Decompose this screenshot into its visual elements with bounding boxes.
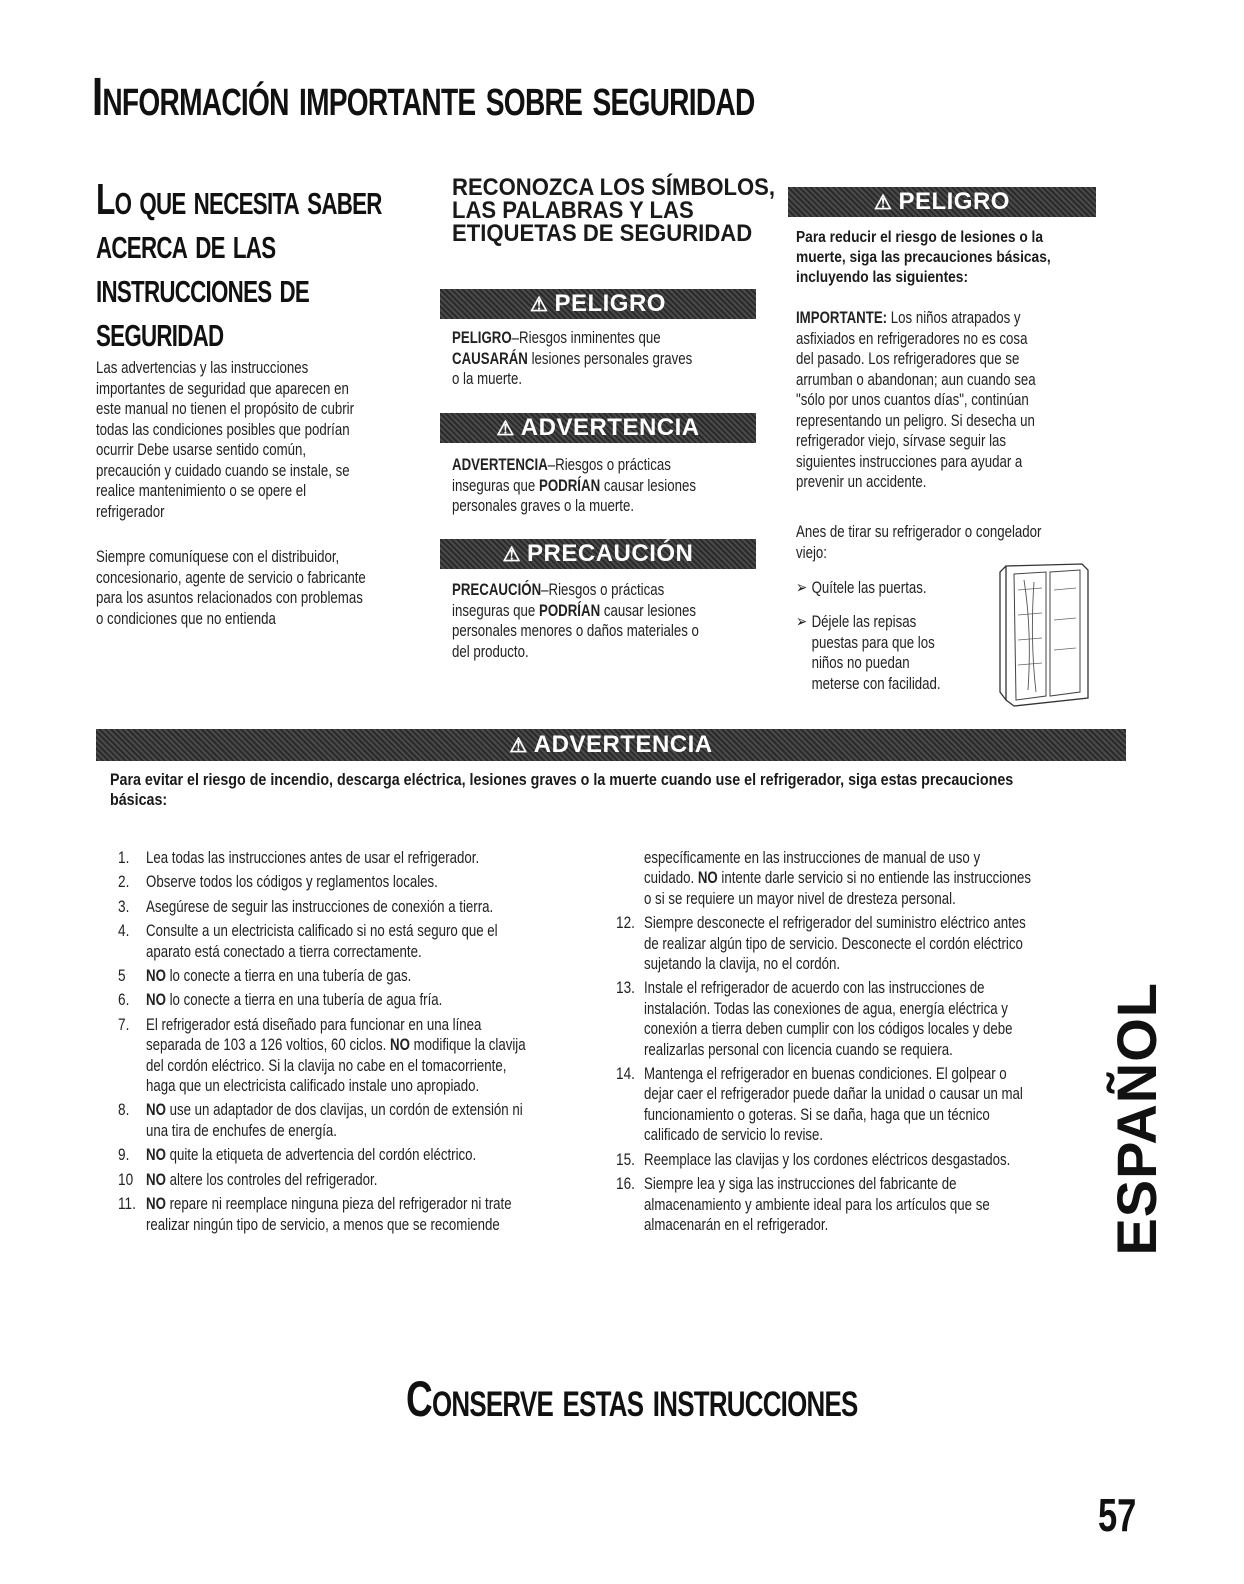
text-fragment: modifique la clavija — [409, 1035, 526, 1055]
warning-triangle-icon: ⚠ — [509, 734, 528, 757]
arrow-bullet-icon: ➢ — [796, 612, 808, 631]
disposal-intro — [796, 522, 1111, 563]
list-item — [118, 921, 588, 962]
text-fragment: repare ni reemplace ninguna pieza del refrigerador ni trate — [165, 1194, 512, 1214]
text-line — [796, 674, 941, 695]
banner-label: PRECAUCIÓN — [527, 540, 694, 567]
text-line — [644, 1040, 989, 1060]
list-text — [644, 1174, 1086, 1235]
refrigerator-illustration — [984, 560, 1094, 710]
list-text — [146, 848, 588, 868]
text-line: refrigerador — [96, 501, 165, 521]
text-line: representando un peligro. Si desecha un — [796, 410, 1035, 430]
text-fragment: personales menores o daños materiales o — [452, 621, 699, 640]
important-note — [796, 308, 1103, 493]
list-number: 1. — [118, 848, 130, 867]
text-line — [146, 921, 498, 941]
text-line — [146, 1055, 507, 1076]
text-line: incluyendo las siguientes: — [796, 269, 969, 286]
text-line — [146, 1145, 491, 1165]
text-fragment: –Riesgos o prácticas — [547, 455, 671, 474]
heading-line: LAS PALABRAS Y LAS — [452, 197, 694, 224]
text-fragment: –Riesgos o prácticas — [541, 580, 665, 599]
text-fragment: conexión a tierra deben cumplir con los códigos locales y debe — [644, 1019, 1013, 1039]
list-number: 16. — [616, 1174, 635, 1194]
list-text — [146, 1194, 588, 1235]
text-line: muerte, siga las precauciones básicas, — [796, 249, 1051, 266]
warning-triangle-icon: ⚠ — [530, 293, 549, 316]
list-item — [118, 897, 588, 917]
text-fragment: almacenarán en el refrigerador. — [644, 1214, 829, 1234]
text-line: Las advertencias y las instrucciones — [96, 358, 309, 377]
banner-label: PELIGRO — [898, 188, 1010, 215]
bold-fragment: NO — [697, 868, 718, 888]
list-number: 9. — [118, 1145, 130, 1165]
list-item — [616, 913, 1086, 974]
list-text — [644, 978, 1086, 1060]
text-line — [452, 476, 696, 497]
list-item — [616, 1174, 1086, 1235]
text-line: Anes de tirar su refrigerador o congelador — [796, 522, 1042, 541]
text-line: Para reducir el riesgo de lesiones o la — [796, 229, 1044, 246]
text-line — [644, 913, 1026, 933]
text-fragment: Siempre lea y siga las instrucciones del fabricante de — [644, 1174, 957, 1194]
text-line — [644, 954, 989, 974]
text-line — [452, 455, 696, 476]
arrow-bullet-icon: ➢ — [796, 578, 808, 597]
text-fragment: Lea todas las instrucciones antes de usar el refrigerador. — [146, 848, 480, 867]
text-line — [452, 621, 699, 642]
text-line — [146, 1035, 526, 1055]
text-line — [146, 872, 491, 892]
list-text — [146, 921, 588, 962]
list-item — [616, 978, 1086, 1060]
warning-definition — [452, 455, 765, 517]
bullet-leave-shelves — [796, 612, 981, 694]
list-item — [118, 966, 588, 986]
warning-triangle-icon: ⚠ — [874, 191, 893, 214]
text-fragment: o si se requiere un mayor nivel de dresteza personal. — [644, 888, 956, 908]
text-line — [452, 601, 699, 622]
text-line — [644, 1105, 989, 1125]
text-line — [644, 1019, 1013, 1039]
list-text — [644, 1064, 1086, 1146]
list-number: 7. — [118, 1014, 130, 1034]
text-fragment: Reemplace las clavijas y los cordones eléctricos desgastados. — [644, 1149, 1011, 1169]
danger-intro — [796, 228, 1092, 288]
text-fragment: lesiones personales graves — [527, 348, 693, 368]
list-text — [146, 872, 588, 892]
bullet-remove-doors — [796, 578, 963, 599]
text-line — [146, 1076, 491, 1096]
text-fragment: causar lesiones — [600, 475, 696, 495]
text-fragment: causar lesiones — [600, 600, 696, 620]
text-fragment: de realizar algún tipo de servicio. Desconecte el cordón eléctrico — [644, 933, 1023, 953]
text-line: concesionario, agente de servicio o fabricante — [96, 567, 366, 587]
warning-banner — [440, 413, 756, 443]
text-line — [644, 1215, 989, 1235]
symbols-heading — [452, 176, 803, 245]
text-fragment: calificado de servicio lo revise. — [644, 1125, 824, 1145]
text-line — [796, 653, 941, 674]
text-line: o condiciones que no entienda — [96, 608, 276, 628]
precautions-list-right — [616, 848, 1086, 1239]
list-number: 11. — [118, 1194, 136, 1214]
text-line: todas las condiciones posibles que podrían — [96, 419, 350, 439]
text-line: Para evitar el riesgo de incendio, descarga eléctrica, lesiones graves o la muerte cuando use el refrigerador, siga estas precauciones — [110, 770, 1014, 789]
bold-fragment: NO — [146, 966, 166, 986]
text-line: del pasado. Los refrigeradores que se — [796, 349, 1020, 368]
text-fragment: haga que un electricista calificado instale uno apropiado. — [146, 1076, 480, 1096]
list-number: 12. — [616, 913, 635, 933]
text-line — [644, 1149, 1011, 1170]
warning-intro — [110, 770, 1185, 810]
text-line: refrigerador viejo, sírvase seguir las — [796, 431, 1007, 450]
text-line — [452, 496, 696, 517]
list-text — [146, 966, 588, 986]
text-fragment: del cordón eléctrico. Si la clavija no cabe en el tomacorriente, — [146, 1055, 507, 1075]
text-line: para los asuntos relacionados con problemas — [96, 588, 363, 607]
list-number: 10 — [118, 1169, 134, 1189]
list-number: 8. — [118, 1100, 130, 1120]
text-line: Siempre comuníquese con el distribuidor, — [96, 547, 340, 566]
list-text — [146, 897, 588, 917]
list-number: 14. — [616, 1064, 635, 1084]
list-number: 2. — [118, 872, 130, 892]
footer-title: Conserve estas instrucciones — [406, 1371, 858, 1427]
list-text — [644, 848, 1086, 909]
list-number: 6. — [118, 990, 130, 1010]
text-fragment: realizarlas personal con licencia cuando se requiera. — [644, 1039, 953, 1059]
text-fragment: Los niños atrapados y — [887, 308, 1021, 327]
bold-fragment: NO — [146, 1145, 166, 1165]
text-fragment: inseguras que — [452, 600, 539, 620]
text-fragment: Siempre desconecte el refrigerador del suministro eléctrico antes — [644, 913, 1026, 933]
text-line — [644, 1174, 989, 1194]
bullet-text: puestas para que los — [811, 632, 935, 652]
text-fragment: Mantenga el refrigerador en buenas condiciones. El golpear o — [644, 1064, 1007, 1084]
text-line: realice mantenimiento o se opere el — [96, 481, 307, 500]
text-line — [146, 896, 494, 917]
list-text — [644, 1150, 1086, 1170]
danger-banner-children — [788, 187, 1096, 217]
text-line — [146, 966, 491, 986]
language-tab-label: ESPAÑOL — [1105, 982, 1168, 1256]
text-fragment: sujetando la clavija, no el cordón. — [644, 954, 841, 974]
text-line: precaución y cuidado cuando se instale, se — [96, 460, 350, 480]
text-fragment: inseguras que — [452, 475, 539, 495]
list-item — [118, 990, 588, 1010]
text-line — [146, 942, 491, 962]
text-line — [452, 369, 692, 390]
text-fragment: El refrigerador está diseñado para funcionar en una línea — [146, 1014, 482, 1034]
text-line — [644, 998, 1008, 1019]
text-fragment: funcionamiento o goteras. Si se daña, haga que un técnico — [644, 1104, 990, 1124]
intro-paragraph — [96, 358, 427, 522]
list-item — [616, 1064, 1086, 1146]
bold-fragment: NO — [146, 1169, 166, 1189]
text-fragment: –Riesgos inminentes que — [511, 328, 661, 347]
text-line: arrumban o abandonan; aun cuando sea — [796, 369, 1036, 389]
bullet-text: Déjele las repisas — [811, 612, 917, 631]
warning-triangle-icon: ⚠ — [496, 417, 515, 440]
text-line: este manual no tienen el propósito de cubrir — [96, 399, 354, 418]
page-title: Información importante sobre seguridad — [92, 67, 755, 127]
text-line — [452, 349, 692, 370]
text-line — [146, 1015, 491, 1035]
text-fragment: del producto. — [452, 641, 529, 661]
bold-fragment: NO — [390, 1035, 410, 1055]
list-item — [118, 1194, 588, 1235]
precautions-list-left — [118, 848, 588, 1239]
text-fragment: personales graves o la muerte. — [452, 496, 635, 515]
list-item — [118, 1100, 588, 1141]
text-line — [644, 1064, 1007, 1084]
warning-banner-main — [96, 729, 1126, 761]
banner-label: ADVERTENCIA — [533, 731, 713, 758]
text-line — [796, 308, 1036, 329]
text-line — [644, 978, 989, 998]
text-line: básicas: — [110, 790, 168, 809]
text-line — [644, 848, 989, 868]
bold-fragment: ADVERTENCIA — [452, 455, 548, 474]
list-item — [118, 1170, 588, 1190]
list-item — [118, 1015, 588, 1097]
text-fragment: una tira de enchufes de energía. — [146, 1120, 337, 1140]
text-line — [452, 328, 692, 349]
text-line — [644, 1125, 989, 1145]
text-line — [146, 1170, 491, 1190]
text-line — [644, 933, 1023, 954]
text-line: asfixiados en refrigeradores no es cosa — [796, 328, 1028, 348]
heading-line: Lo que necesita saber — [96, 175, 382, 224]
text-line: "sólo por unos cuantos días", continúan — [796, 390, 1029, 409]
banner-label: PELIGRO — [554, 290, 666, 317]
caution-definition — [452, 580, 769, 662]
text-fragment: lo conecte a tierra en una tubería de gas. — [165, 966, 412, 986]
text-line — [146, 990, 491, 1010]
heading-line: ETIQUETAS DE SEGURIDAD — [452, 220, 753, 247]
text-line — [644, 1084, 1023, 1104]
text-fragment: Consulte a un electricista calificado si no está seguro que el — [146, 921, 498, 941]
list-number: 15. — [616, 1149, 635, 1169]
text-line — [796, 578, 927, 599]
caution-banner — [440, 539, 756, 569]
text-fragment: lo conecte a tierra en una tubería de agua fría. — [165, 990, 443, 1010]
text-fragment: cuidado. — [644, 868, 698, 888]
list-number: 5 — [118, 966, 126, 986]
text-line: importantes de seguridad que aparecen en — [96, 378, 349, 398]
list-text — [146, 1170, 588, 1190]
list-text — [146, 1100, 588, 1141]
text-line — [146, 1121, 491, 1141]
heading-line: RECONOZCA LOS SÍMBOLOS, — [452, 174, 776, 201]
text-fragment: realizar ningún tipo de servicio, a menos que se recomiende — [146, 1214, 500, 1234]
bold-fragment: PODRÍAN — [538, 475, 601, 495]
text-fragment: Observe todos los códigos y reglamentos locales. — [146, 872, 438, 892]
text-fragment: separada de 103 a 126 voltios, 60 ciclos. — [146, 1035, 391, 1055]
text-fragment: Instale el refrigerador de acuerdo con las instrucciones de — [644, 978, 985, 998]
bold-fragment: PODRÍAN — [538, 600, 601, 620]
text-fragment: Asegúrese de seguir las instrucciones de conexión a tierra. — [146, 896, 494, 916]
text-line — [644, 889, 989, 909]
important-label: IMPORTANTE: — [796, 308, 888, 327]
text-line — [796, 612, 941, 633]
bold-fragment: NO — [146, 1194, 166, 1214]
page-number: 57 — [1098, 1489, 1137, 1541]
text-line: siguientes instrucciones para ayudar a — [796, 451, 1023, 471]
danger-definition — [452, 328, 760, 390]
bold-fragment: NO — [146, 1100, 166, 1120]
list-item — [616, 1150, 1086, 1170]
bold-fragment: PRECAUCIÓN — [452, 580, 542, 599]
list-item — [118, 848, 588, 868]
text-line — [644, 868, 1031, 888]
text-fragment: altere los controles del refrigerador. — [165, 1169, 378, 1189]
text-line: viejo: — [796, 542, 827, 562]
heading-line: instrucciones de — [96, 263, 310, 312]
bullet-text: niños no puedan — [811, 653, 910, 672]
text-fragment: específicamente en las instrucciones de manual de uso y — [644, 848, 981, 867]
list-item — [118, 1145, 588, 1165]
text-fragment: instalación. Todas las conexiones de agua, energía eléctrica y — [644, 998, 1008, 1018]
banner-label: ADVERTENCIA — [520, 414, 700, 441]
list-text — [644, 913, 1086, 974]
text-line — [452, 580, 699, 601]
text-line — [644, 1195, 989, 1215]
text-fragment: use un adaptador de dos clavijas, un cordón de extensión ni — [165, 1100, 523, 1120]
text-line — [146, 1214, 500, 1235]
text-fragment: intente darle servicio si no entiende las instrucciones — [717, 868, 1031, 888]
list-text — [146, 1015, 588, 1097]
bullet-text: meterse con facilidad. — [811, 673, 941, 693]
text-line: prevenir un accidente. — [796, 472, 927, 491]
list-item — [118, 872, 588, 892]
heading-line: seguridad — [96, 307, 224, 356]
text-fragment: almacenamiento y ambiente ideal para los artículos que se — [644, 1194, 990, 1214]
bold-fragment: CAUSARÁN — [452, 348, 528, 368]
text-fragment: o la muerte. — [452, 369, 523, 388]
text-fragment: dejar caer el refrigerador puede dañar la unidad o causar un mal — [644, 1084, 1023, 1104]
warning-triangle-icon: ⚠ — [502, 543, 522, 566]
list-number: 3. — [118, 896, 130, 916]
text-line — [146, 1194, 512, 1214]
danger-banner — [440, 289, 756, 319]
bold-fragment: NO — [146, 990, 166, 1010]
section-heading-safety-info — [96, 175, 426, 356]
text-line: ocurrir Debe usarse sentido común, — [96, 440, 307, 459]
text-line — [796, 633, 941, 654]
list-text — [146, 1145, 588, 1165]
list-text — [146, 990, 588, 1010]
bullet-text: Quítele las puertas. — [811, 578, 927, 597]
list-item — [616, 848, 1086, 909]
bold-fragment: PELIGRO — [452, 328, 512, 347]
heading-line: acerca de las — [96, 219, 276, 268]
contact-paragraph — [96, 547, 442, 629]
list-number: 13. — [616, 978, 635, 998]
text-line — [452, 642, 699, 663]
list-number: 4. — [118, 921, 130, 941]
text-line — [146, 1100, 523, 1120]
text-fragment: aparato está conectado a tierra correctamente. — [146, 941, 422, 961]
text-line — [146, 848, 491, 868]
text-fragment: quite la etiqueta de advertencia del cordón eléctrico. — [165, 1145, 477, 1165]
